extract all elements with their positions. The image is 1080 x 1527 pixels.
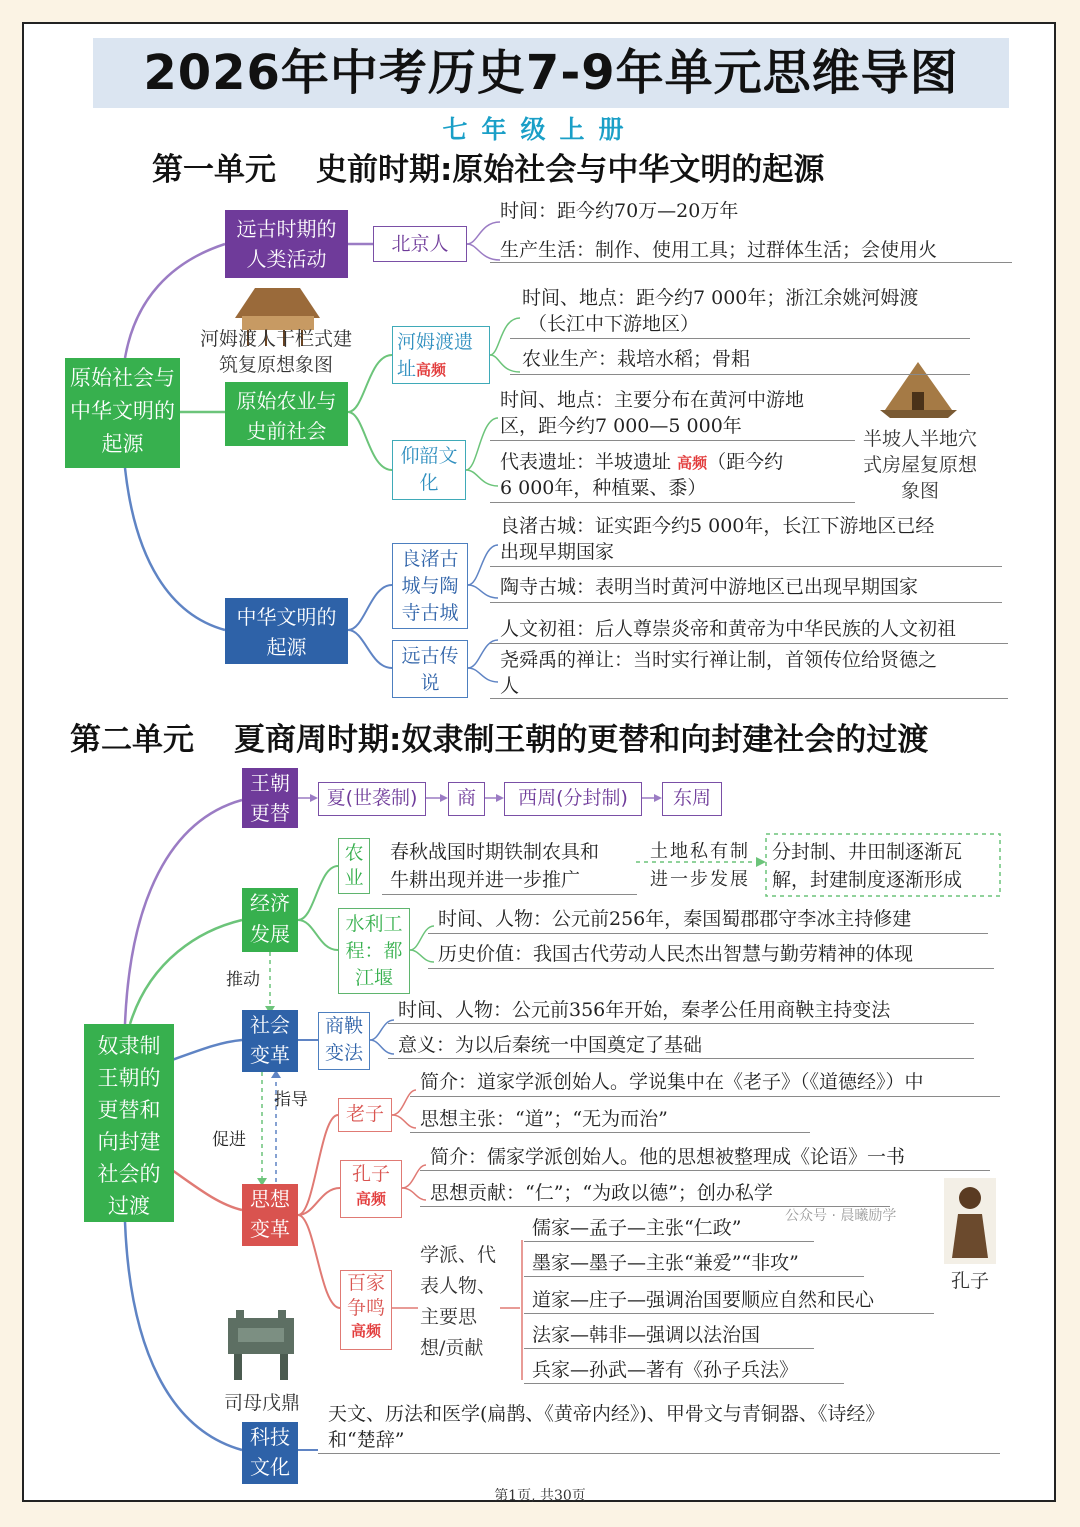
simuwu-ding-illustration [228,1310,294,1380]
school-legalist: 法家—韩非—强调以法治国 [532,1324,761,1346]
underline [490,440,855,441]
node-economy: 经济发展 [242,888,298,952]
underline [510,338,970,339]
text-hemudu-time: 时间、地点：距今约7 000年；浙江余姚河姆渡 [522,287,919,309]
text-liangzhu-2: 出现早期国家 [500,541,615,563]
node-agriculture: 农业 [338,838,370,894]
node-primitive-agriculture: 原始农业与史前社会 [225,382,348,446]
node-laozi: 老子 [338,1098,392,1132]
text-confucius-2: 思想贡献：“仁”；“为政以德”；创办私学 [430,1182,773,1204]
underline [420,1170,990,1171]
label-push: 推动 [226,970,260,990]
underline [410,1096,1000,1097]
hot-badge: 高频 [677,454,708,472]
banpo-house-illustration [880,362,957,418]
node-civilization-origin: 中华文明的起源 [225,598,348,664]
text-confucius-1: 简介：儒家学派创始人。他的思想被整理成《论语》一书 [430,1146,906,1168]
text-hemudu-region: （长江中下游地区） [528,313,700,335]
underline [428,968,994,969]
text-feudal-2: 解，封建制度逐渐形成 [772,869,963,891]
underline [318,1453,1000,1454]
underline [490,698,1008,699]
node-social-reform: 社会变革 [242,1010,298,1072]
text-laozi-2: 思想主张：“道”；“无为而治” [420,1108,668,1130]
underline [490,602,1002,603]
unit2-title: 第二单元 夏商周时期:奴隶制王朝的更替和向封建社会的过渡 [70,722,929,758]
underline [388,1023,974,1024]
underline [524,1241,814,1242]
text-peking-time: 时间：距今约70万—20万年 [500,200,739,222]
underline [524,1276,864,1277]
text-legend-3: 人 [500,675,520,697]
caption-confucius: 孔子 [950,1270,989,1292]
node-dynasty-change: 王朝更替 [242,768,298,828]
caption-simuwu-ding: 司母戊鼎 [223,1392,300,1414]
chain-shang: 商 [448,782,485,816]
text-tech-2: 和“楚辞” [328,1429,405,1451]
underline [410,1132,810,1133]
underline [428,933,988,934]
caption-hemudu-house: 河姆渡人干栏式建筑复原想象图 [199,328,352,376]
text-hemudu-agri: 农业生产：栽培水稻；骨耜 [522,348,751,370]
hot-badge: 高频 [416,361,447,379]
text-shangyang-2: 意义：为以后秦统一中国奠定了基础 [398,1034,703,1056]
school-military: 兵家—孙武—著有《孙子兵法》 [532,1359,799,1381]
text-feudal-1: 分封制、井田制逐渐瓦 [772,841,963,863]
underline [524,1383,844,1384]
label-promote: 促进 [212,1130,246,1150]
text-agri-2: 牛耕出现并进一步推广 [390,869,581,891]
node-hemudu-site: 河姆渡遗址高频 [392,326,490,384]
school-confucian: 儒家—孟子—主张“仁政” [532,1217,742,1239]
node-peking-man: 北京人 [373,226,467,262]
watermark: 公众号 · 晨曦励学 [785,1208,897,1224]
text-taosi: 陶寺古城：表明当时黄河中游地区已出现早期国家 [500,576,919,598]
text-tech-1: 天文、历法和医学(扁鹊、《黄帝内经》)、甲骨文与青铜器、《诗经》 [328,1403,885,1425]
hot-badge: 高频 [355,1190,386,1208]
unit2-root-node: 奴隶制王朝的更替和向封建社会的过渡 [84,1024,174,1222]
node-liangzhu-taosi: 良渚古城与陶寺古城 [392,543,468,629]
text-laozi-1: 简介：道家学派创始人。学说集中在《老子》（《道德经》）中 [420,1071,924,1093]
chain-western-zhou: 西周(分封制) [504,782,642,816]
hot-badge: 高频 [350,1322,381,1340]
node-ancient-legend: 远古传说 [392,640,468,698]
text-peking-life: 生产生活：制作、使用工具；过群体生活；会使用火 [500,239,938,261]
node-ancient-human-activity: 远古时期的人类活动 [225,210,348,278]
text-water-2: 历史价值：我国古代劳动人民杰出智慧与勤劳精神的体现 [438,943,914,965]
node-dujiangyan: 水利工程：都江堰 [338,908,410,994]
text-yangshao-site: 代表遗址：半坡遗址 高频（距今约 [500,451,784,473]
text-land-2: 进一步发展 [650,869,750,890]
node-hundred-schools: 百家争鸣 高频 [340,1270,392,1350]
node-shang-yang-reform: 商鞅变法 [318,1012,370,1070]
underline [490,262,1012,263]
chain-xia: 夏(世袭制) [318,782,426,816]
text-liangzhu-1: 良渚古城：证实距今约5 000年，长江下游地区已经 [500,515,935,537]
text-legend-1: 人文初祖：后人尊崇炎帝和黄帝为中华民族的人文初祖 [500,618,957,640]
page-footer: 第1页, 共30页 [494,1488,586,1504]
underline [524,1313,934,1314]
underline [388,1058,974,1059]
confucius-portrait-illustration [944,1178,996,1264]
text-agri-1: 春秋战国时期铁制农具和 [390,841,600,863]
label-guide: 指导 [274,1090,308,1110]
label-school-info: 学派、代表人物、主要思想/贡献 [420,1244,497,1359]
node-thought-reform: 思想变革 [242,1184,298,1246]
text-land-1: 土地私有制 [650,841,750,862]
text-shangyang-1: 时间、人物：公元前356年开始，秦孝公任用商鞅主持变法 [398,999,891,1021]
unit1-title: 第一单元 史前时期:原始社会与中华文明的起源 [152,152,825,188]
underline [510,374,970,375]
node-confucius: 孔子 高频 [340,1160,402,1218]
unit1-root-node: 原始社会与中华文明的起源 [65,358,180,468]
underline [490,502,855,503]
underline [524,1348,814,1349]
underline [382,894,637,895]
text-yangshao-time-2: 区，距今约7 000—5 000年 [500,415,742,437]
node-yangshao-culture: 仰韶文化 [392,440,466,500]
text-yangshao-time-1: 时间、地点：主要分布在黄河中游地 [500,389,805,411]
text-water-1: 时间、人物：公元前256年，秦国蜀郡郡守李冰主持修建 [438,908,912,930]
page-title: 2026年中考历史7-9年单元思维导图 [143,45,959,101]
grade-label: 七年级上册 [442,115,638,144]
text-legend-2: 尧舜禹的禅让：当时实行禅让制，首领传位给贤德之 [500,649,938,671]
node-tech-culture: 科技文化 [242,1422,298,1484]
underline [490,566,1002,567]
chain-eastern-zhou: 东周 [662,782,722,816]
school-taoist: 道家—庄子—强调治国要顺应自然和民心 [532,1289,875,1311]
text-yangshao-site-2: 6 000年，种植粟、黍） [500,477,707,499]
school-mohist: 墨家—墨子—主张“兼爱”“非攻” [532,1252,799,1274]
underline [490,643,1008,644]
caption-banpo-house: 半坡人半地穴式房屋复原想象图 [862,428,977,502]
